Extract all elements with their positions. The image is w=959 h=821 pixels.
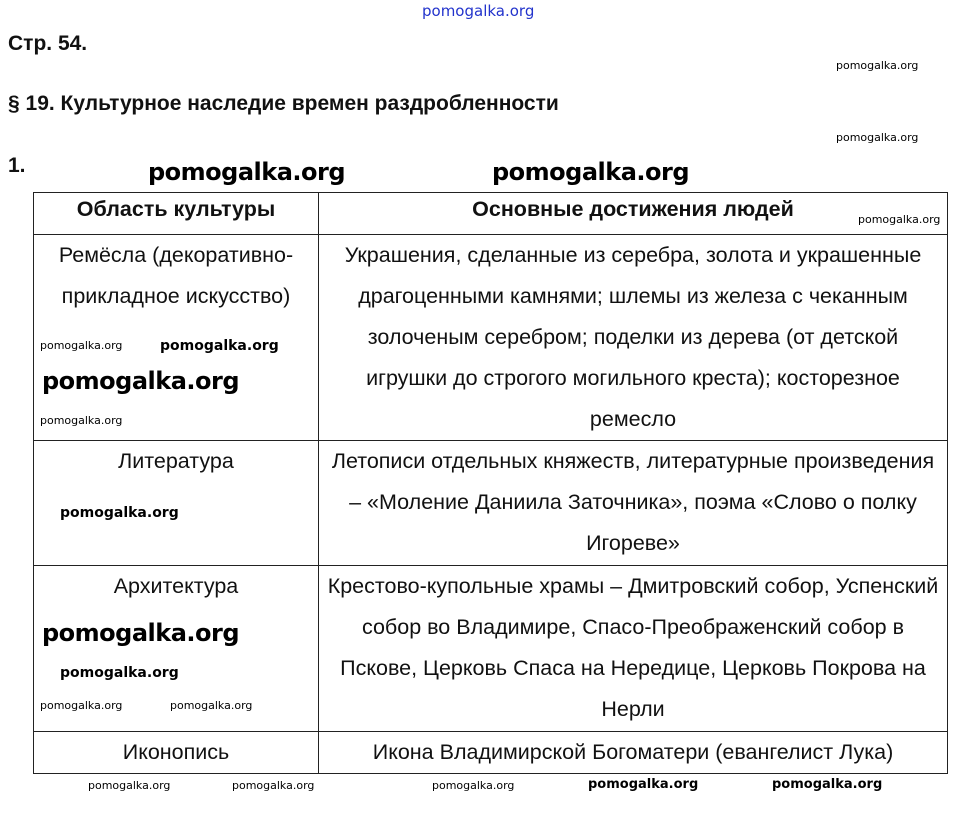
column-header-achievements: Основные достижения людей bbox=[319, 193, 948, 235]
watermark: pomogalka.org bbox=[232, 779, 315, 792]
watermark: pomogalka.org bbox=[42, 619, 240, 647]
table-row bbox=[34, 441, 948, 566]
watermark: pomogalka.org bbox=[40, 414, 123, 427]
area-cell: Архитектура bbox=[34, 566, 319, 732]
watermark: pomogalka.org bbox=[88, 779, 171, 792]
table-header-row bbox=[34, 193, 948, 235]
column-header-area: Область культуры bbox=[34, 193, 319, 235]
task-number: 1. bbox=[8, 154, 26, 177]
achievements-cell: Крестово-купольные храмы – Дмитровский собор, Успенский собор во Владимире, Спасо-Преображенский собор в Пскове, Церковь Спаса на Нередице, Церковь Покрова на Нерли bbox=[319, 566, 948, 732]
watermark: pomogalka.org bbox=[170, 699, 253, 712]
watermark: pomogalka.org bbox=[858, 213, 941, 226]
watermark: pomogalka.org bbox=[492, 158, 690, 186]
watermark: pomogalka.org bbox=[588, 777, 699, 792]
watermark: pomogalka.org bbox=[160, 338, 279, 354]
watermark: pomogalka.org bbox=[42, 367, 240, 395]
watermark: pomogalka.org bbox=[432, 779, 515, 792]
watermark: pomogalka.org bbox=[40, 699, 123, 712]
watermark: pomogalka.org bbox=[148, 158, 346, 186]
achievements-cell: Икона Владимирской Богоматери (евангелист Лука) bbox=[319, 732, 948, 774]
watermark: pomogalka.org bbox=[836, 131, 919, 144]
achievements-cell: Летописи отдельных княжеств, литературные произведения – «Моление Даниила Заточника», поэма «Слово о полку Игореве» bbox=[319, 441, 948, 566]
watermark: pomogalka.org bbox=[772, 777, 883, 792]
page-reference: Стр. 54. bbox=[8, 32, 88, 55]
area-cell: Литература bbox=[34, 441, 319, 566]
watermark: pomogalka.org bbox=[60, 665, 179, 681]
watermark: pomogalka.org bbox=[422, 2, 535, 20]
watermark: pomogalka.org bbox=[60, 505, 179, 521]
table-row bbox=[34, 732, 948, 774]
section-title: § 19. Культурное наследие времен раздробленности bbox=[8, 92, 559, 115]
watermark: pomogalka.org bbox=[836, 59, 919, 72]
area-cell: Иконопись bbox=[34, 732, 319, 774]
achievements-cell: Украшения, сделанные из серебра, золота и украшенные драгоценными камнями; шлемы из железа с чеканным золоченым серебром; поделки из дерева (от детской игрушки до строгого могильного креста); косторезное ремесло bbox=[319, 235, 948, 441]
area-cell: Ремёсла (декоративно-прикладное искусство) bbox=[34, 235, 319, 441]
culture-table bbox=[33, 192, 948, 774]
watermark: pomogalka.org bbox=[40, 339, 123, 352]
